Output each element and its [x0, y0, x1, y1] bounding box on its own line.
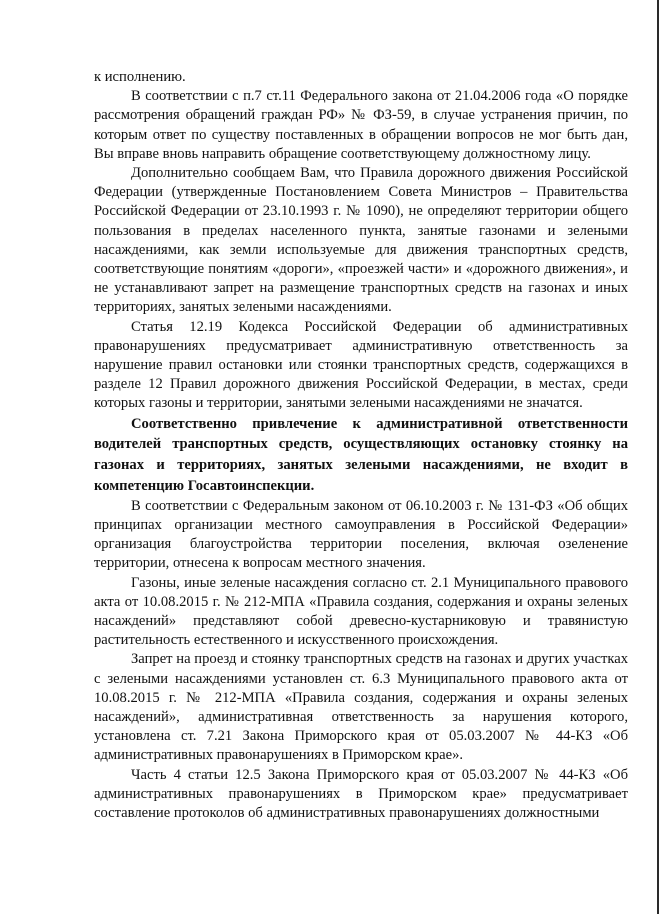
paragraph-article-12-5: Часть 4 статьи 12.5 Закона Приморского края от 05.03.2007 № 44-КЗ «Об административных правонарушениях в Приморском крае» предусматривает составление протоколов об административных правонарушениях должностными: [94, 766, 628, 822]
paragraph-appeal-rights: В соответствии с п.7 ст.11 Федерального закона от 21.04.2006 года «О порядке рассмотрения обращений граждан РФ» № ФЗ-59, в случае устранения причин, по которым ответ по существу поставленных в обращении вопросов не мог быть дан, Вы вправе вновь направить обращение соответствующему должностному лицу.: [94, 88, 628, 162]
paragraph-green-spaces: Газоны, иные зеленые насаждения согласно ст. 2.1 Муниципального правового акта от 10.08.2015 г. № 212-МПА «Правила создания, содержания и охраны зеленых насаждений» представляют собой древесно-кустарниковую и травянистую растительность естественного и искусственного происхождения.: [94, 574, 628, 649]
document-body: [94, 68, 628, 823]
paragraph-conclusion-bold: Соответственно привлечение к административной ответственности водителей транспортных средств, осуществляющих остановку стоянку на газонах и территориях, занятых зелеными насаждениями, не входит в компетенцию Госавтоинспекции.: [94, 415, 628, 495]
paragraph-parking-ban: Запрет на проезд и стоянку транспортных средств на газонах и других участках с зелеными насаждениями установлен ст. 6.3 Муниципального правового акта от 10.08.2015 г. № 212-МПА «Правила создания, содержания и охраны зеленых насаждений», административная ответственность за нарушения которого, установлена ст. 7.21 Закона Приморского края от 05.03.2007 № 44-КЗ «Об административных правонарушениях в Приморском крае».: [94, 651, 628, 764]
paragraph-federal-law-131: В соответствии с Федеральным законом от 06.10.2003 г. № 131-ФЗ «Об общих принципах организации местного самоуправления в Российской Федерации» организация благоустройства территории поселения, включая озеленение территории, отнесена к вопросам местного значения.: [94, 497, 628, 572]
paragraph-traffic-rules: Дополнительно сообщаем Вам, что Правила дорожного движения Российской Федерации (утвержденные Постановлением Совета Министров – Правительства Российской Федерации от 23.10.1993 г. № 1090), не определяют территории общего пользования в пределах населенного пункта, занятые газонами и зелеными насаждениями, как земли используемые для движения транспортных средств, соответствующие понятиям «дороги», «проезжей части» и «дорожного движения», и не устанавливают запрет на размещение транспортных средств на газонах и иных территориях, занятых зелеными насаждениями.: [94, 165, 628, 316]
paragraph-continuation: к исполнению.: [94, 69, 186, 85]
paragraph-article-12-19: Статья 12.19 Кодекса Российской Федерации об административных правонарушениях предусматривает административную ответственность за нарушение правил остановки или стоянки транспортных средств, содержащихся в разделе 12 Правил дорожного движения Российской Федерации, в местах, среди которых газоны и территории, занятыми зелеными насаждениями не значатся.: [94, 318, 628, 412]
